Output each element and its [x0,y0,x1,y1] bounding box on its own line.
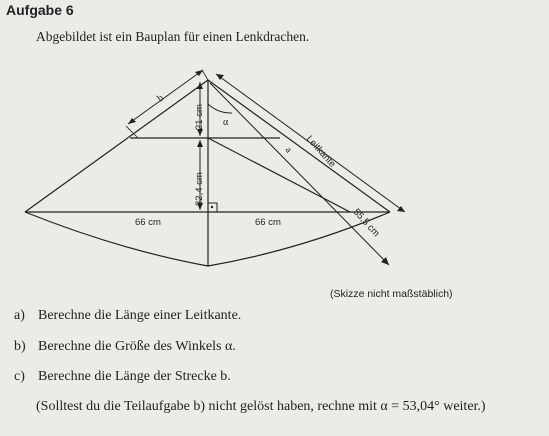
task-a-label: a) [14,308,25,323]
task-a [14,308,241,324]
task-b-text: Berechne die Größe des Winkels α. [38,339,236,354]
task-a-text: Berechne die Länge einer Leitkante. [38,308,242,323]
hint-text: (Solltest du die Teilaufgabe b) nicht gelöst haben, rechne mit α = 53,04° weiter.) [36,399,486,414]
task-c-label: c) [14,369,25,384]
sketch-note: (Skizze nicht maßstäblich) [330,288,453,300]
label-555cm: 55,5 cm [350,206,382,240]
task-title: Aufgabe 6 [6,2,74,18]
task-c-text: Berechne die Länge der Strecke b. [38,369,231,384]
label-66cm-left: 66 cm [135,217,161,228]
right-angle-dot [211,206,213,208]
label-a: a [282,144,294,156]
label-66cm-right: 66 cm [255,217,281,228]
task-b [14,339,236,355]
label-21cm: 21 cm [194,104,205,130]
task-b-label: b) [14,339,26,354]
label-324cm: 32,4 cm [194,172,205,206]
label-b: b [155,92,166,105]
dim-b-line [128,70,203,124]
right-diagonal [208,138,350,212]
label-alpha: α [223,117,229,128]
alpha-arc [208,104,232,113]
task-c [14,369,231,385]
dim-555-line [210,83,389,265]
label-leitkante: Leitkante [303,133,338,170]
intro-text: Abgebildet ist ein Bauplan für einen Lenkdrachen. [36,29,310,44]
